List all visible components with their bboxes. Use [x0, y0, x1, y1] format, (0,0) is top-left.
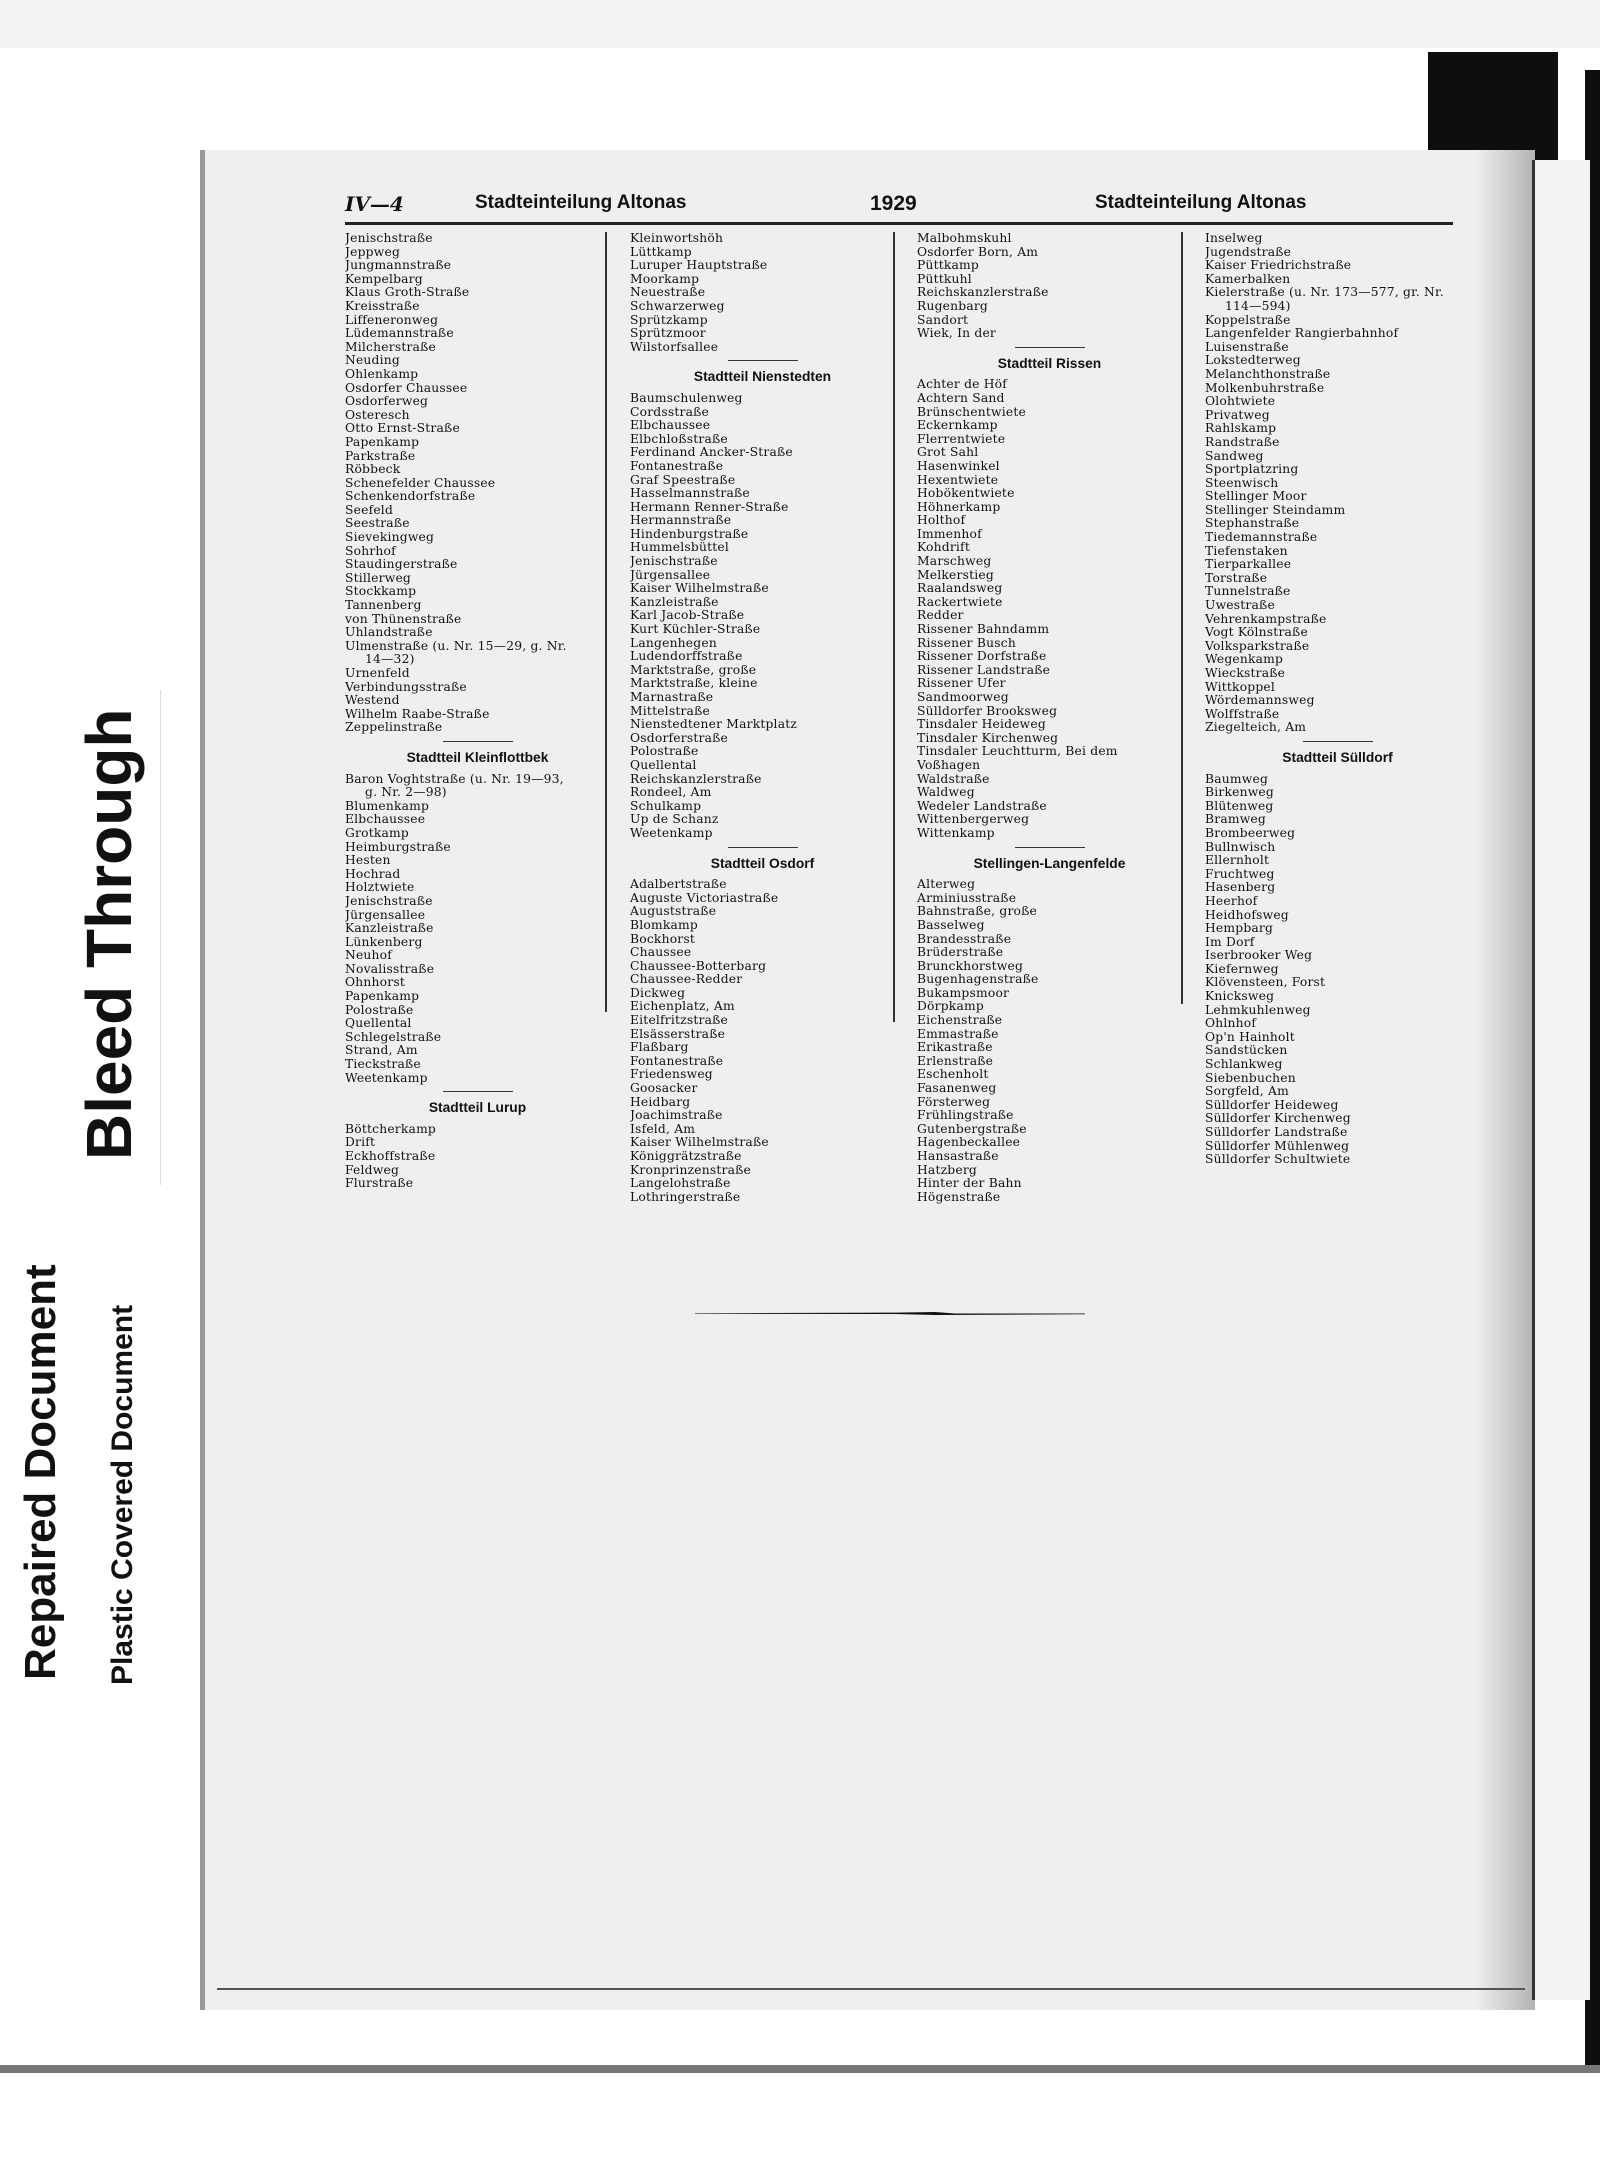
street-entry: Hansastraße — [917, 1150, 999, 1163]
street-entry: Brünschentwiete — [917, 405, 1026, 419]
street-entry: Holztwiete — [345, 881, 415, 895]
street-entry: Zeppelinstraße — [345, 721, 443, 735]
street-entry: Stockkamp — [345, 585, 417, 599]
street-entry: Sandmoorweg — [917, 691, 1009, 704]
street-entry: Koppelstraße — [1205, 313, 1291, 327]
street-entry: Wilhelm Raabe-Straße — [345, 707, 490, 721]
street-entry: Ohlnhof — [1205, 1017, 1257, 1031]
street-entry: Baron Voghtstraße (u. Nr. 19—93, — [345, 772, 564, 786]
street-entry: Heidhofsweg — [1205, 908, 1289, 922]
street-entry: Klaus Groth-Straße — [345, 286, 470, 300]
street-entry: Cordsstraße — [630, 405, 710, 419]
street-entry: Marktstraße, große — [630, 663, 757, 677]
street-entry: Stellinger Moor — [1205, 490, 1307, 504]
street-entry: Wilstorfsallee — [630, 340, 719, 354]
street-entry: Osteresch — [345, 408, 410, 422]
street-entry: Schulkamp — [630, 799, 702, 813]
street-entry: Lüdemannstraße — [345, 327, 454, 341]
street-entry: Feldweg — [345, 1163, 400, 1177]
header-rule — [345, 222, 1453, 225]
street-entry: Fontanestraße — [630, 459, 724, 473]
street-entry: Bukampsmoor — [917, 986, 1010, 1000]
document-page — [200, 150, 1535, 2010]
street-entry: Jenischstraße — [345, 894, 433, 908]
street-entry: Stillerweg — [345, 571, 411, 585]
street-entry: Hummelsbüttel — [630, 541, 729, 555]
street-entry: Püttkamp — [917, 259, 979, 273]
street-entry: 114—594) — [1225, 299, 1291, 313]
street-entry: Elbchaussee — [345, 813, 426, 827]
street-entry: Quellental — [630, 758, 697, 772]
street-entry: Sandweg — [1205, 449, 1264, 463]
street-entry: Hempbarg — [1205, 922, 1274, 936]
section-separator — [728, 360, 798, 361]
street-entry: Kaiser Wilhelmstraße — [630, 1136, 769, 1150]
street-entry: g. Nr. 2—98) — [365, 786, 447, 800]
street-entry: Urnenfeld — [345, 667, 410, 680]
street-entry: Kaiser Wilhelmstraße — [630, 582, 769, 596]
street-entry: Adalbertstraße — [630, 878, 727, 892]
street-entry: Elbchloßstraße — [630, 432, 728, 446]
street-entry: Ludendorffstraße — [630, 650, 743, 664]
street-entry: Brüderstraße — [917, 946, 1004, 960]
street-entry: Grotkamp — [345, 826, 409, 840]
street-entry: Blütenweg — [1205, 799, 1274, 813]
street-entry: Osdorfer Chaussee — [345, 381, 468, 395]
street-entry: Achter de Höf — [917, 378, 1008, 392]
street-entry: Marktstraße, kleine — [630, 677, 758, 691]
street-entry: Randstraße — [1205, 435, 1280, 449]
street-entry: Weetenkamp — [345, 1071, 428, 1085]
street-entry: Neuestraße — [630, 286, 706, 300]
street-entry: Dickweg — [630, 986, 686, 1000]
street-entry: Hatzberg — [917, 1163, 977, 1177]
street-entry: Böttcherkamp — [345, 1122, 436, 1136]
street-entry: Kanzleistraße — [630, 595, 719, 609]
street-entry: Stellinger Steindamm — [1205, 503, 1346, 517]
street-entry: Jungmannstraße — [345, 259, 452, 273]
street-entry: Torstraße — [1205, 571, 1268, 585]
street-entry: Ferdinand Ancker-Straße — [630, 446, 793, 460]
street-entry: Chaussee-Redder — [630, 973, 743, 987]
street-entry: Hinter der Bahn — [917, 1177, 1022, 1191]
street-entry: Jenischstraße — [345, 232, 433, 245]
street-entry: Eschenholt — [917, 1068, 989, 1082]
street-entry: Joachimstraße — [630, 1109, 723, 1123]
section-heading: Stadtteil Lurup — [428, 1100, 527, 1116]
street-entry: Bugenhagenstraße — [917, 973, 1039, 987]
street-entry: Wittenbergerweg — [917, 813, 1030, 827]
street-entry: Tiefenstaken — [1205, 544, 1288, 558]
street-entry: Siebenbuchen — [1205, 1071, 1296, 1085]
street-entry: Privatweg — [1205, 408, 1270, 422]
street-entry: Marnastraße — [630, 691, 714, 704]
repaired-document-label: Repaired Document — [16, 1264, 65, 1680]
street-entry: Iserbrooker Weg — [1205, 949, 1313, 963]
street-entry: Mittelstraße — [630, 704, 710, 718]
street-entry: Hermann Renner-Straße — [630, 500, 789, 514]
header-title-left: Stadteinteilung Altonas — [475, 192, 687, 213]
section-heading: Stadtteil Osdorf — [710, 855, 815, 871]
street-entry: Röbbeck — [345, 463, 401, 477]
street-entry: Eitelfritzstraße — [630, 1014, 728, 1028]
street-entry: Moorkamp — [630, 272, 700, 286]
street-entry: Blomkamp — [630, 918, 698, 932]
scan-corner-shadow — [1428, 52, 1558, 162]
street-entry: Sievekingweg — [345, 531, 435, 545]
street-entry: Brandesstraße — [917, 932, 1012, 946]
section-separator — [1015, 847, 1085, 848]
street-entry: Waldstraße — [917, 772, 990, 786]
street-entry: Kreisstraße — [345, 299, 420, 313]
street-entry: Kempelbarg — [345, 272, 423, 286]
bleed-through-label: Bleed Through — [73, 708, 145, 1160]
street-entry: Flurstraße — [345, 1177, 414, 1191]
street-entry: Auguststraße — [630, 905, 717, 919]
page-bottom-edge — [217, 1988, 1525, 1990]
street-entry: Tiedemannstraße — [1205, 531, 1318, 545]
street-entry: Fruchtweg — [1205, 867, 1275, 881]
street-entry: Hagenbeckallee — [917, 1136, 1021, 1150]
street-entry: Erlenstraße — [917, 1054, 994, 1068]
street-entry: Tierparkallee — [1205, 558, 1292, 572]
street-entry: Sprützkamp — [630, 313, 708, 327]
section-heading: Stadtteil Sülldorf — [1282, 749, 1393, 765]
street-entry: Hermannstraße — [630, 514, 732, 528]
street-entry: Eckhoffstraße — [345, 1150, 436, 1163]
section-heading: Stadtteil Rissen — [997, 355, 1102, 371]
header-title-right: Stadteinteilung Altonas — [1095, 192, 1307, 213]
street-entry: Otto Ernst-Straße — [345, 422, 460, 436]
street-entry: Sohrhof — [345, 544, 396, 558]
street-entry: Langenfelder Rangierbahnhof — [1205, 327, 1399, 341]
street-entry: Schwarzerweg — [630, 299, 725, 313]
street-entry: Ohlenkamp — [345, 367, 419, 381]
street-entry: Langelohstraße — [630, 1177, 731, 1191]
street-entry: Schenkendorfstraße — [345, 490, 476, 504]
street-entry: Quellental — [345, 1017, 412, 1031]
street-entry: Tieckstraße — [345, 1058, 421, 1072]
plastic-covered-label: Plastic Covered Document — [106, 1304, 139, 1685]
street-entry: Drift — [345, 1136, 376, 1150]
street-entry: Immenhof — [917, 527, 982, 541]
street-entry: Volksparkstraße — [1205, 639, 1310, 653]
street-entry: Eckernkamp — [917, 419, 998, 433]
street-entry: Raalandsweg — [917, 582, 1003, 596]
street-entry: Malbohmskuhl — [917, 232, 1012, 245]
street-entry: Goosacker — [630, 1082, 698, 1096]
street-entry: Ziegelteich, Am — [1205, 721, 1307, 735]
street-entry: Blumenkamp — [345, 799, 430, 813]
street-entry: Jeppweg — [345, 245, 401, 259]
street-entry: Kaiser Friedrichstraße — [1205, 259, 1352, 273]
street-entry: Brunckhorstweg — [917, 959, 1024, 973]
street-entry: Höhnerkamp — [917, 500, 1001, 514]
street-entry: Redder — [917, 609, 964, 623]
street-entry: Sandort — [917, 313, 969, 327]
street-entry: Flaßbarg — [630, 1041, 689, 1055]
street-entry: Sandstücken — [1205, 1044, 1288, 1058]
street-entry: Wedeler Landstraße — [917, 799, 1047, 813]
street-entry: Sülldorfer Mühlenweg — [1205, 1139, 1350, 1153]
street-entry: Sülldorfer Kirchenweg — [1205, 1112, 1351, 1126]
street-entry: Polostraße — [630, 745, 699, 759]
street-entry: Chaussee-Botterbarg — [630, 959, 767, 973]
street-entry: von Thünenstraße — [345, 612, 462, 626]
street-entry: Osdorferstraße — [630, 731, 729, 745]
street-entry: Nienstedtener Marktplatz — [630, 718, 798, 732]
street-entry: Hobökentwiete — [917, 487, 1015, 501]
street-entry: Wieckstraße — [1205, 667, 1286, 680]
street-entry: Wittenkamp — [917, 826, 995, 840]
street-entry: Baumweg — [1205, 772, 1269, 786]
street-entry: Tunnelstraße — [1205, 585, 1291, 599]
street-entry: Karl Jacob-Straße — [630, 609, 745, 623]
street-entry: Hasenberg — [1205, 881, 1276, 895]
street-entry: Molkenbuhrstraße — [1205, 381, 1325, 395]
street-entry: Papenkamp — [345, 990, 420, 1004]
street-entry: Königgrätzstraße — [630, 1150, 742, 1163]
street-entry: Jürgensallee — [630, 568, 711, 582]
street-entry: Hochrad — [345, 867, 401, 881]
street-entry: Heidbarg — [630, 1095, 691, 1109]
street-entry: Rissener Landstraße — [917, 663, 1051, 677]
street-entry: Kronprinzenstraße — [630, 1163, 752, 1177]
street-entry: Kleinwortshöh — [630, 232, 724, 245]
street-entry: Osdorferweg — [345, 395, 429, 409]
street-entry: Reichskanzlerstraße — [630, 772, 762, 786]
street-entry: Rahlskamp — [1205, 422, 1277, 436]
street-entry: Friedensweg — [630, 1068, 713, 1082]
street-entry: Sülldorfer Brooksweg — [917, 704, 1058, 718]
street-entry: Isfeld, Am — [630, 1122, 696, 1136]
street-entry: Reichskanzlerstraße — [917, 286, 1049, 300]
street-entry: Luruper Hauptstraße — [630, 259, 768, 273]
street-entry: Graf Speestraße — [630, 473, 736, 487]
street-entry: Chaussee — [630, 946, 692, 960]
section-heading: Stellingen-Langenfelde — [973, 855, 1126, 871]
street-entry: Tannenberg — [345, 599, 422, 613]
street-entry: Lünkenberg — [345, 935, 423, 949]
street-entry: Heerhof — [1205, 894, 1258, 908]
street-entry: Verbindungsstraße — [345, 680, 467, 694]
street-entry: Flerrentwiete — [917, 432, 1006, 446]
street-entry: Lüttkamp — [630, 245, 692, 259]
street-entry: Rugenbarg — [917, 299, 988, 313]
street-entry: Sülldorfer Landstraße — [1205, 1126, 1348, 1139]
street-entry: Tinsdaler Leuchtturm, Bei dem — [917, 745, 1118, 759]
street-entry: Schlankweg — [1205, 1058, 1283, 1072]
street-entry: Fontanestraße — [630, 1054, 724, 1068]
street-entry: Sportplatzring — [1205, 463, 1299, 477]
street-entry: Stephanstraße — [1205, 517, 1300, 531]
street-entry: Schenefelder Chaussee — [345, 476, 496, 490]
street-entry: Rissener Ufer — [917, 677, 1006, 691]
street-entry: Langenhegen — [630, 636, 717, 650]
street-entry: Auguste Victoriastraße — [630, 891, 779, 905]
street-entry: Schlegelstraße — [345, 1030, 442, 1044]
section-separator — [1303, 741, 1373, 742]
street-entry: Hasselmannstraße — [630, 487, 750, 501]
street-entry: Fasanenweg — [917, 1082, 997, 1096]
street-entry: Jenischstraße — [630, 555, 718, 569]
header-year: 1929 — [870, 192, 917, 215]
street-entry: Vehrenkampstraße — [1205, 612, 1327, 626]
street-entry: Dörpkamp — [917, 1000, 984, 1014]
street-entry: Vogt Kölnstraße — [1205, 626, 1308, 640]
street-column-1 — [345, 232, 610, 1191]
page-number: IV—4 — [345, 192, 404, 216]
street-entry: Novalisstraße — [345, 962, 435, 976]
street-entry: Liffeneronweg — [345, 313, 439, 327]
street-entry: Ellernholt — [1205, 854, 1270, 868]
street-entry: Hindenburgstraße — [630, 527, 749, 541]
street-entry: Bramweg — [1205, 813, 1266, 827]
street-entry: Olohtwiete — [1205, 395, 1276, 409]
facing-page-edge — [1532, 160, 1590, 2000]
street-entry: Frühlingstraße — [917, 1109, 1014, 1123]
street-entry: Rissener Dorfstraße — [917, 650, 1047, 664]
street-entry: Lothringerstraße — [630, 1190, 741, 1204]
street-entry: Kielerstraße (u. Nr. 173—577, gr. Nr. — [1205, 286, 1444, 300]
street-entry: Wegenkamp — [1205, 653, 1284, 667]
street-entry: Lokstedterweg — [1205, 354, 1301, 368]
section-separator — [1015, 347, 1085, 348]
street-entry: Uwestraße — [1205, 599, 1275, 613]
street-entry: Tinsdaler Heideweg — [917, 718, 1046, 732]
street-entry: Baumschulenweg — [630, 391, 743, 405]
footer-ornament-rule — [695, 1312, 1085, 1315]
street-entry: Melkerstieg — [917, 568, 994, 582]
street-entry: Melanchthonstraße — [1205, 367, 1331, 381]
street-entry: Eichenstraße — [917, 1014, 1003, 1028]
street-entry: Emmastraße — [917, 1027, 999, 1041]
scan-bottom-strip — [0, 2065, 1600, 2073]
street-entry: Strand, Am — [345, 1044, 418, 1058]
street-entry: Neuhof — [345, 949, 393, 963]
street-entry: Knicksweg — [1205, 990, 1275, 1004]
street-entry: Grot Sahl — [917, 446, 979, 460]
street-entry: Wiek, In der — [917, 327, 997, 341]
street-entry: Sülldorfer Schultwiete — [1205, 1153, 1351, 1167]
street-entry: Hesten — [345, 854, 391, 868]
street-entry: Seefeld — [345, 503, 394, 517]
street-entry: Bahnstraße, große — [917, 905, 1038, 919]
street-entry: Steenwisch — [1205, 476, 1279, 490]
street-entry: Achtern Sand — [917, 391, 1005, 405]
street-entry: Klövensteen, Forst — [1205, 976, 1326, 990]
street-entry: Rondeel, Am — [630, 786, 712, 800]
street-entry: Kohdrift — [917, 541, 970, 555]
section-separator — [728, 847, 798, 848]
street-entry: Parkstraße — [345, 449, 416, 463]
street-entry: Staudingerstraße — [345, 558, 458, 572]
street-entry: Sprützmoor — [630, 327, 706, 341]
street-entry: Westend — [345, 694, 400, 708]
street-entry: Sülldorfer Heideweg — [1205, 1098, 1339, 1112]
street-entry: Gutenbergstraße — [917, 1122, 1027, 1136]
street-entry: Sorgfeld, Am — [1205, 1085, 1289, 1099]
street-entry: Seestraße — [345, 517, 410, 531]
street-entry: Bullnwisch — [1205, 840, 1276, 854]
street-entry: Kiefernweg — [1205, 962, 1279, 976]
street-entry: Ohnhorst — [345, 976, 405, 990]
street-entry: Up de Schanz — [630, 813, 719, 827]
street-entry: Jürgensallee — [345, 908, 426, 922]
street-entry: Birkenweg — [1205, 786, 1274, 800]
street-entry: Kamerbalken — [1205, 272, 1291, 286]
street-entry: Rackertwiete — [917, 595, 1003, 609]
street-entry: Papenkamp — [345, 435, 420, 449]
street-entry: Inselweg — [1205, 232, 1263, 245]
street-entry: Weetenkamp — [630, 826, 713, 840]
street-entry: Brombeerweg — [1205, 826, 1296, 840]
street-entry: Elbchaussee — [630, 419, 711, 433]
street-entry: Jugendstraße — [1205, 245, 1292, 259]
street-entry: Op'n Hainholt — [1205, 1030, 1295, 1044]
street-entry: Eichenplatz, Am — [630, 1000, 735, 1014]
street-entry: Neuding — [345, 354, 400, 368]
street-entry: Wittkoppel — [1205, 680, 1276, 694]
street-entry: Hexentwiete — [917, 473, 999, 487]
street-column-4 — [1205, 232, 1470, 1167]
street-entry: Bockhorst — [630, 932, 696, 946]
street-entry: Wördemannsweg — [1205, 694, 1315, 708]
street-entry: Tinsdaler Kirchenweg — [917, 731, 1059, 745]
section-separator — [443, 1091, 513, 1092]
street-column-3 — [917, 232, 1182, 1204]
page-gutter-shade — [1475, 150, 1535, 2010]
section-heading: Stadtteil Nienstedten — [693, 369, 832, 385]
street-entry: Püttkuhl — [917, 272, 972, 286]
section-heading: Stadtteil Kleinflottbek — [406, 749, 549, 765]
street-entry: Arminiusstraße — [917, 891, 1017, 905]
street-entry: Im Dorf — [1205, 935, 1255, 949]
street-entry: Försterweg — [917, 1095, 991, 1109]
street-entry: Polostraße — [345, 1003, 414, 1017]
street-entry: Hasenwinkel — [917, 459, 1000, 473]
street-entry: Ulmenstraße (u. Nr. 15—29, g. Nr. — [345, 639, 567, 653]
street-entry: Heimburgstraße — [345, 840, 451, 854]
street-entry: Erikastraße — [917, 1041, 993, 1055]
street-entry: Kurt Küchler-Straße — [630, 623, 761, 637]
scan-top-band — [0, 0, 1600, 48]
street-entry: Högenstraße — [917, 1190, 1001, 1204]
street-entry: Alterweg — [917, 878, 976, 892]
street-column-2 — [630, 232, 895, 1204]
section-separator — [443, 741, 513, 742]
street-entry: Voßhagen — [917, 758, 981, 772]
street-entry: Uhlandstraße — [345, 626, 433, 640]
street-entry: Elsässerstraße — [630, 1027, 726, 1041]
street-entry: Rissener Busch — [917, 636, 1016, 650]
street-entry: Basselweg — [917, 918, 985, 932]
street-entry: 14—32) — [365, 653, 415, 667]
street-entry: Luisenstraße — [1205, 340, 1289, 354]
street-entry: Waldweg — [917, 786, 975, 800]
street-entry: Lehmkuhlenweg — [1205, 1003, 1311, 1017]
street-entry: Rissener Bahndamm — [917, 623, 1050, 637]
street-entry: Kanzleistraße — [345, 922, 434, 936]
street-entry: Osdorfer Born, Am — [917, 245, 1039, 259]
street-entry: Holthof — [917, 514, 966, 528]
street-entry: Marschweg — [917, 555, 992, 569]
street-entry: Wolffstraße — [1205, 707, 1280, 721]
street-entry: Milcherstraße — [345, 340, 436, 354]
